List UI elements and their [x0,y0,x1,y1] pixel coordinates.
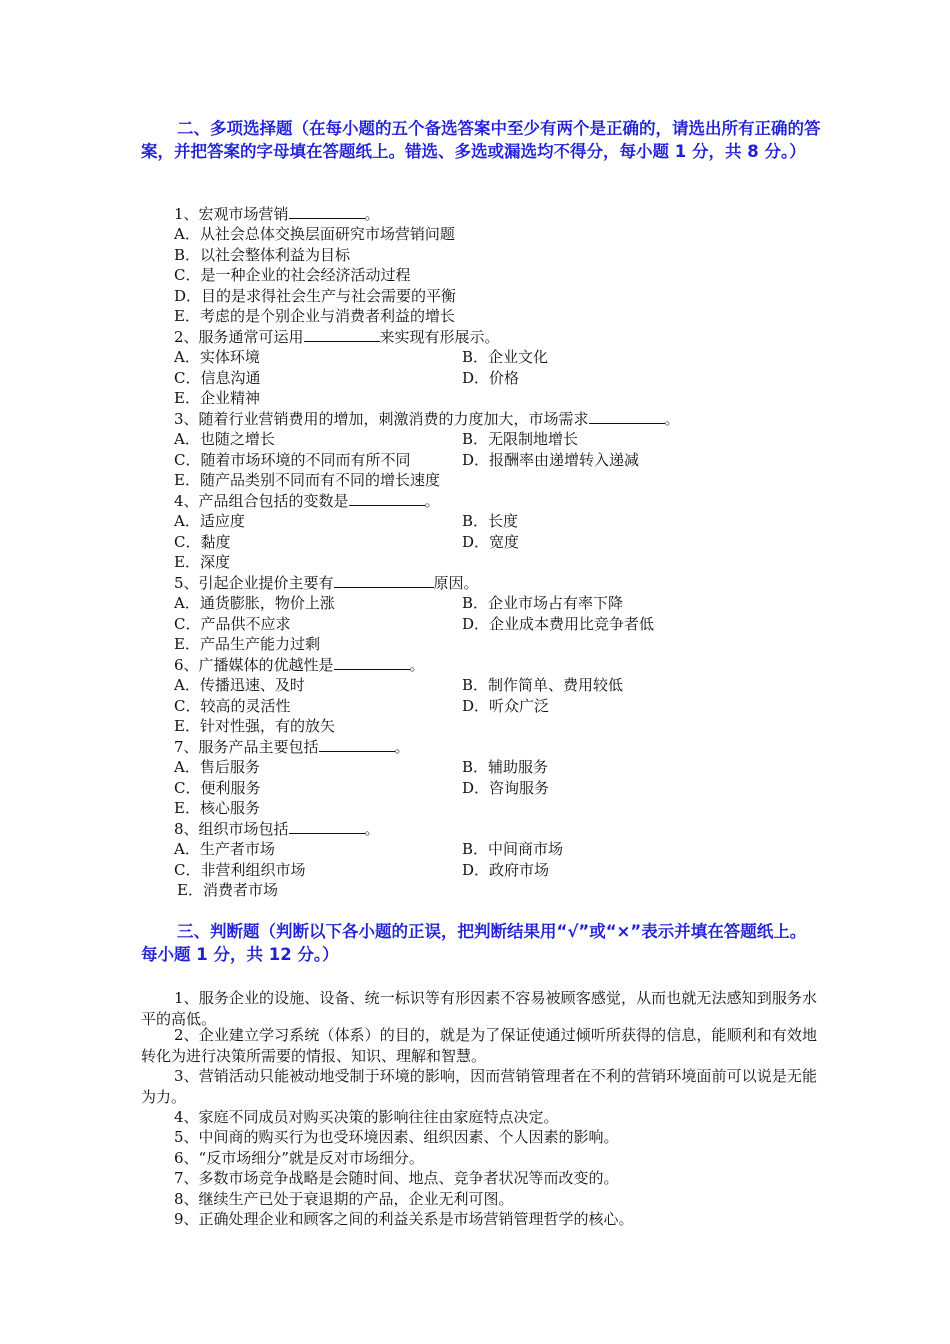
judgment-item-7: 7、多数市场竞争战略是会随时间、地点、竞争者状况等而改变的。 [174,1169,619,1187]
option-1e: E．考虑的是个别企业与消费者利益的增长 [174,307,455,325]
option-1a: A．从社会总体交换层面研究市场营销问题 [174,225,455,243]
option-5a: A．通货膨胀，物价上涨 [174,594,335,612]
option-5c: C．产品供不应求 [174,615,291,633]
question-8: 8、组织市场包括 。 [174,820,380,838]
answer-blank [334,573,434,588]
question-1: 1、宏观市场营销 。 [174,205,380,223]
option-2d: D．价格 [462,369,520,387]
option-8e: E．消费者市场 [177,881,278,899]
option-7a: A．售后服务 [174,758,260,776]
option-6e: E．针对性强，有的放矢 [174,717,335,735]
option-1b: B．以社会整体利益为目标 [174,246,351,264]
question-2: 2、服务通常可运用 来实现有形展示。 [174,328,500,346]
answer-blank [349,491,425,506]
question-5: 5、引起企业提价主要有 原因。 [174,574,479,592]
judgment-item-4: 4、家庭不同成员对购买决策的影响往往由家庭特点决定。 [174,1108,559,1126]
judgment-item-2: 2、企业建立学习系统（体系）的目的，就是为了保证使通过倾听所获得的信息，能顺利和有效地转化为进行决策所需要的情报、知识、理解和智慧。 [141,1026,817,1065]
option-2c: C．信息沟通 [174,369,261,387]
option-5e: E．产品生产能力过剩 [174,635,320,653]
option-7e: E．核心服务 [174,799,260,817]
judgment-item-1: 1、服务企业的设施、设备、统一标识等有形因素不容易被顾客感觉，从而也就无法感知到服务水平的高低。 [141,989,817,1028]
section3-heading: 三、判断题（判断以下各小题的正误，把判断结果用“√”或“×”表示并填在答题纸上。每小题 1 分，共 12 分。） [141,922,807,964]
option-2a: A．实体环境 [174,348,260,366]
option-8a: A．生产者市场 [174,840,275,858]
option-4a: A．适应度 [174,512,245,530]
answer-blank [589,409,665,424]
answer-blank [304,327,380,342]
option-2e: E．企业精神 [174,389,260,407]
answer-blank [289,204,365,219]
question-4: 4、产品组合包括的变数是 。 [174,492,440,510]
option-3d: D．报酬率由递增转入递减 [462,451,640,469]
option-6b: B．制作简单、费用较低 [462,676,624,694]
option-3b: B．无限制地增长 [462,430,579,448]
option-3c: C．随着市场环境的不同而有所不同 [174,451,411,469]
question-3: 3、随着行业营销费用的增加，刺激消费的力度加大，市场需求 。 [174,410,680,428]
answer-blank [334,655,410,670]
judgment-item-9: 9、正确处理企业和顾客之间的利益关系是市场营销管理哲学的核心。 [174,1210,634,1228]
option-8d: D．政府市场 [462,861,550,879]
section2-heading: 二、多项选择题（在每小题的五个备选答案中至少有两个是正确的，请选出所有正确的答案，并把答案的字母填在答题纸上。错选、多选或漏选均不得分，每小题 1 分，共 8 分。） [141,119,821,161]
option-7c: C．便利服务 [174,779,261,797]
option-7d: D．咨询服务 [462,779,550,797]
judgment-item-3: 3、营销活动只能被动地受制于环境的影响，因而营销管理者在不利的营销环境面前可以说是无能为力。 [141,1067,817,1106]
option-4e: E．深度 [174,553,230,571]
answer-blank [319,737,395,752]
question-7: 7、服务产品主要包括 。 [174,738,410,756]
option-6c: C．较高的灵活性 [174,697,291,715]
option-6a: A．传播迅速、及时 [174,676,305,694]
option-6d: D．听众广泛 [462,697,550,715]
option-3e: E．随产品类别不同而有不同的增长速度 [174,471,440,489]
option-7b: B．辅助服务 [462,758,549,776]
option-1d: D．目的是求得社会生产与社会需要的平衡 [174,287,457,305]
option-1c: C．是一种企业的社会经济活动过程 [174,266,411,284]
judgment-item-6: 6、“反市场细分”就是反对市场细分。 [174,1149,424,1167]
option-3a: A．也随之增长 [174,430,275,448]
answer-blank [289,819,365,834]
option-5b: B．企业市场占有率下降 [462,594,624,612]
judgment-item-5: 5、中间商的购买行为也受环境因素、组织因素、个人因素的影响。 [174,1128,619,1146]
option-4d: D．宽度 [462,533,520,551]
option-4c: C．黏度 [174,533,231,551]
option-4b: B．长度 [462,512,519,530]
option-2b: B．企业文化 [462,348,549,366]
option-8b: B．中间商市场 [462,840,564,858]
option-8c: C．非营利组织市场 [174,861,306,879]
question-6: 6、广播媒体的优越性是 。 [174,656,425,674]
judgment-item-8: 8、继续生产已处于衰退期的产品，企业无利可图。 [174,1190,514,1208]
option-5d: D．企业成本费用比竞争者低 [462,615,655,633]
